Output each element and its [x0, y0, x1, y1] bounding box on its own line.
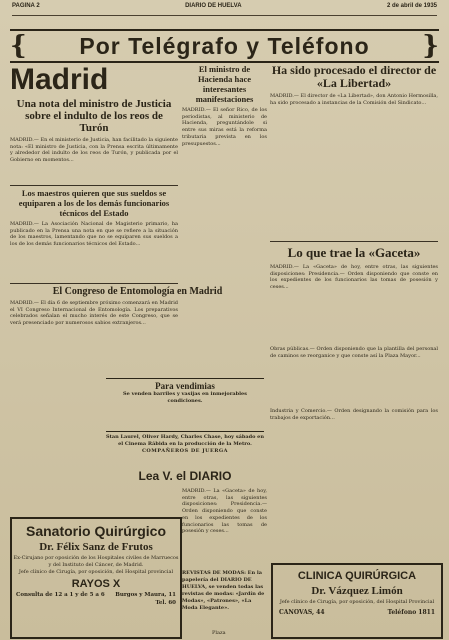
- right-bracket-ornament: }: [422, 31, 439, 61]
- article-text: MADRID.— La «Gaceta» de hoy, entre otras, las siguientes disposiciones: Presidencia.— Orden disponiendo que conste en los expedientes de los funcionarios las tomas de posesión y ceses...: [182, 488, 267, 535]
- divider: [270, 241, 438, 242]
- ad-address: Burgos y Maura, 11: [115, 592, 176, 598]
- footer-place: Plaza: [212, 630, 226, 636]
- left-bracket-ornament: {: [10, 31, 27, 61]
- section-title: Por Telégrafo y Teléfono: [79, 33, 370, 59]
- ad-title: CLINICA QUIRÚRGICA: [297, 570, 417, 582]
- classified-text: Se venden barriles y vasijas en inmejorables condiciones.: [123, 391, 247, 404]
- article-headline: Una nota del ministro de Justicia sobre el indulto de los reos de Turón: [16, 98, 172, 134]
- article-headline: El Congreso de Entomología en Madrid: [52, 286, 223, 297]
- article-body: Obras públicas.— Orden disponiendo que la plantilla del personal de caminos se reorganice y que conste así la Plaza Mayor...: [270, 346, 438, 359]
- page-header: [12, 3, 437, 16]
- ad-credentials: Jefe clínico de Cirugía, por oposición, del Hospital Provincial: [279, 599, 435, 605]
- newspaper-promo: Lea V. el DIARIO: [138, 469, 232, 483]
- ad-details: [12, 590, 180, 600]
- magazine-notice: REVISTAS DE MODAS: En la papelería del DIARIO DE HUELVA, se venden todas las revistas de modas: «Jardín de Modas», «Patrones», «La Moda Elegante».: [182, 570, 265, 611]
- ad-address: CANOVAS, 44: [279, 609, 325, 616]
- city-heading: Madrid: [10, 63, 109, 96]
- ad-phone: Tel. 60: [155, 600, 176, 606]
- ad-title: Sanatorio Quirúrgico: [25, 523, 166, 539]
- column-right: [270, 64, 438, 468]
- ad-details: [273, 606, 441, 619]
- cinema-ad-title: COMPAÑEROS DE JUERGA: [141, 448, 229, 454]
- article-body: MADRID.— La Asociación Nacional de Magisterio primario, ha publicado en la Prensa una nota en que se refiere a la situación de los maestros, lamentando que no se equiparen sus sueldos a los de los demás funcionarios técnicos del Estado...: [10, 221, 178, 248]
- classified-title: Para vendimias: [155, 381, 215, 391]
- clinic-ad: [271, 563, 443, 639]
- article-body: MADRID.— El día 6 de septiembre próximo comenzará en Madrid el VI Congreso Internacional de Entomología. Los preparativos celebrados señalan el mucho interés de este Congreso, que se verá presenciado por numerosos sabios extranjeros...: [10, 300, 178, 327]
- ad-hours: Consulta de 12 a 1 y de 5 a 6: [16, 592, 105, 598]
- section-banner: [10, 29, 439, 63]
- article-headline: Los maestros quieren que sus sueldos se equiparen a los de los demás funcionarios técnicos del Estado: [18, 188, 170, 218]
- ad-doctor: Dr. Félix Sanz de Frutos: [39, 541, 153, 553]
- article-body: Industria y Comercio.— Orden designando la comisión para los trabajos de exportación...: [270, 408, 438, 421]
- ad-doctor: Dr. Vázquez Limón: [311, 585, 403, 597]
- article-headline: El ministro de Hacienda hace interesantes manifestaciones: [195, 64, 254, 104]
- page-number: PAGINA 2: [12, 3, 40, 9]
- page-date: 2 de abril de 1935: [386, 3, 437, 9]
- sanatorium-ad: [10, 517, 182, 639]
- article-body: MADRID.— El director de «La Libertad», don Antonio Hermosilla, ha sido procesado a instancias de la Comisión del Sindicato...: [270, 93, 438, 106]
- ad-credentials: Ex-Cirujano por oposición de los Hospitales civiles de Marruecos y del Instituto del Cáncer, de Madrid.: [13, 555, 179, 568]
- cinema-ad: [106, 431, 264, 468]
- article-headline: Lo que trae la «Gaceta»: [287, 245, 421, 260]
- cinema-ad-text: Stan Laurel, Oliver Hardy, Charles Chase, hoy sábado en el Cinema Rábida en la producción de la Metro.: [106, 434, 264, 447]
- divider: [10, 283, 178, 284]
- article-headline: Ha sido procesado el director de «La Libertad»: [271, 63, 437, 90]
- ad-credentials: Jefe clínico de Cirugía, por oposición, del Hospital provincial: [18, 569, 174, 575]
- ad-phone: Teléfono 1811: [387, 609, 435, 616]
- classified-box: [106, 378, 264, 431]
- divider: [10, 185, 178, 186]
- article-body: MADRID.— En el ministerio de Justicia, han facilitado la siguiente nota: «El ministro de Justicia, con la Prensa escrita últimamente y alrededor del indulto de los reos de Turón, y publicada por el Gobierno en momentos...: [10, 137, 178, 164]
- article-body: MADRID.— El señor Rico, de los periodistas, al ministerio de Hacienda, preguntándole si entre sus miras está la reforma tributaria prevista en los presupuestos...: [182, 107, 267, 147]
- article-body: MADRID.— La «Gaceta» de hoy, entre otras, las siguientes disposiciones: Presidencia.— Orden disponiendo que conste en los expedientes de los funcionarios las tomas de posesión y ceses...: [270, 264, 438, 291]
- newspaper-name: DIARIO DE HUELVA: [185, 3, 242, 9]
- column-middle: [182, 64, 267, 225]
- ad-xray: RAYOS X: [71, 578, 121, 590]
